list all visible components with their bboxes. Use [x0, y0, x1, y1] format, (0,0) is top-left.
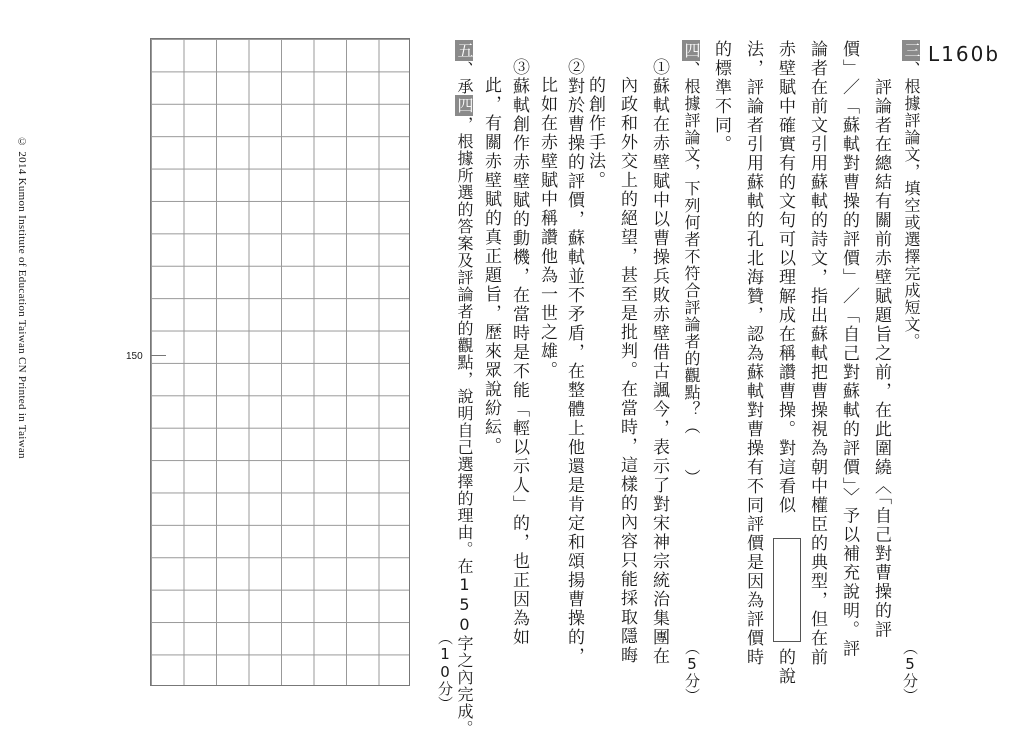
grid-150-label: 150 — [126, 351, 143, 362]
section4-option-2-line-2: 比如在赤壁賦中稱讚他為一世之雄。 — [537, 76, 557, 380]
section4-option-2-line-1: ②對於曹操的評價，蘇軾並不矛盾，在整體上他還是肯定和頌揚曹操的， — [564, 58, 584, 666]
section4-option-3-line-1: ③蘇軾創作赤壁賦的動機，在當時是不能「輕以示人」的，也正因為如 — [509, 58, 529, 647]
section5-heading — [455, 40, 473, 737]
answer-grid[interactable] — [150, 38, 410, 686]
section3-answer-blank[interactable] — [773, 538, 801, 642]
section4-badge: 四 — [682, 42, 701, 59]
section3-points: （5分） — [901, 640, 919, 703]
section3-line-1: 評論者在總結有關前赤壁賦題旨之前，在此圍繞〈「自己對曹操的評 — [871, 78, 891, 640]
section4-option-1-line-1: ①蘇軾在赤壁賦中以曹操兵敗赤壁借古諷今，表示了對宋神宗統治集團在 — [649, 58, 669, 666]
copyright-notice: © 2014 Kumon Institute of Education Taiwan CN Printed in Taiwan — [16, 136, 28, 459]
section3-heading — [902, 40, 920, 350]
section3-line-4: 赤壁賦中確實有的文句可以理解成在稱讚曹操。對這看似 — [775, 40, 795, 515]
section4-option-1-line-3: 的創作手法。 — [585, 76, 605, 190]
section5-points: （10分） — [436, 630, 454, 711]
section3-instruction: 、根據評論文，填空或選擇完成短文。 — [902, 61, 921, 350]
section5-instruction-a: 、承 — [455, 61, 474, 95]
section3-badge: 三 — [902, 42, 921, 59]
section3-line-3: 論者在前文引用蘇軾的詩文，指出蘇軾把曹操視為朝中權臣的典型，但在前 — [807, 40, 827, 667]
section4-heading — [682, 40, 700, 486]
section4-instruction: 、根據評論文，下列何者不符合評論者的觀點？（ ） — [682, 61, 701, 486]
section3-line-5: 法，評論者引用蘇軾的孔北海贊，認為蘇軾對曹操有不同評價是因為評價時 — [743, 40, 763, 667]
section5-badge: 五 — [455, 42, 474, 59]
section5-ref-badge: 四 — [455, 97, 474, 114]
section3-line-2: 價」／「蘇軾對曹操的評價」／「自己對蘇軾的評價」〉予以補充說明。評 — [839, 40, 859, 659]
grid-150-marker — [150, 355, 166, 356]
section3-line-4-tail: 的說 — [775, 648, 795, 686]
section5-instruction-b: ，根據所選的答案及評論者的觀點，說明自己選擇的理由。在150字之內完成。 — [455, 116, 474, 737]
section4-option-1-line-2: 內政和外交上的絕望，甚至是批判。在當時，這樣的內容只能採取隱晦 — [617, 76, 637, 665]
worksheet-code: L160b — [928, 42, 1001, 66]
section3-line-6: 的標準不同。 — [711, 40, 731, 154]
section4-option-3-line-2: 此，有關赤壁賦的真正題旨，歷來眾說紛紜。 — [481, 76, 501, 456]
section4-points: （5分） — [683, 640, 701, 703]
